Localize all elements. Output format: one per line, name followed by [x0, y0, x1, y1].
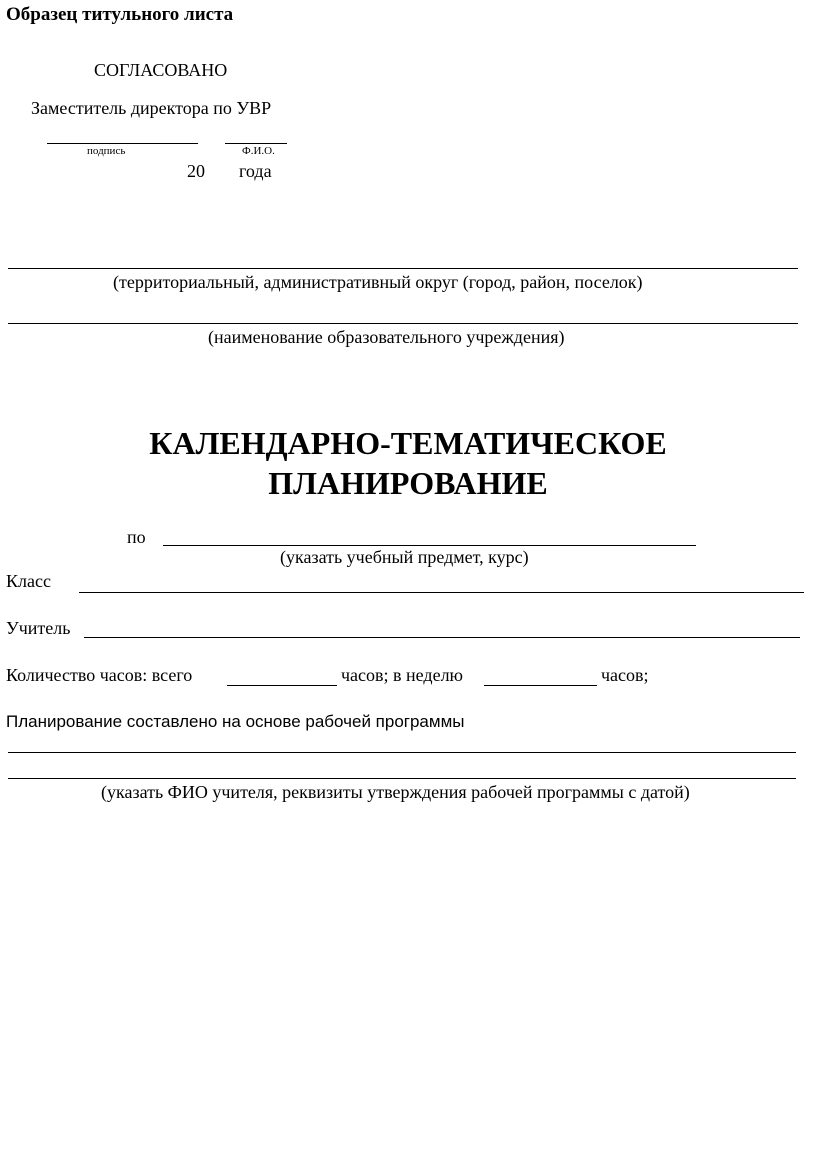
institution-line [8, 323, 798, 324]
class-line [79, 592, 804, 593]
district-line [8, 268, 798, 269]
hours-unit-2: часов; [601, 665, 649, 685]
program-caption: (указать ФИО учителя, реквизиты утверждения рабочей программы с датой) [101, 782, 690, 802]
name-caption: Ф.И.О. [242, 145, 275, 157]
subject-caption: (указать учебный предмет, курс) [280, 547, 529, 567]
page-title: Образец титульного листа [6, 4, 234, 25]
hours-unit-1: часов; в неделю [341, 665, 463, 685]
subject-prefix: по [127, 527, 146, 547]
approval-position: Заместитель директора по УВР [31, 98, 272, 118]
year-suffix: года [239, 161, 272, 181]
hours-label: Количество часов: всего [6, 665, 193, 685]
teacher-line [84, 637, 800, 638]
program-basis: Планирование составлено на основе рабочей программы [6, 712, 465, 731]
signature-line [47, 143, 198, 144]
signature-caption: подпись [87, 145, 126, 157]
name-line [225, 143, 287, 144]
hours-total-line [227, 685, 337, 686]
teacher-label: Учитель [6, 618, 71, 638]
heading-line-1: КАЛЕНДАРНО-ТЕМАТИЧЕСКОЕ [149, 425, 667, 461]
hours-week-line [484, 685, 597, 686]
district-caption: (территориальный, административный округ (город, район, поселок) [113, 272, 643, 292]
approval-agreed: СОГЛАСОВАНО [94, 60, 228, 80]
program-line-2 [8, 778, 796, 779]
heading-line-2: ПЛАНИРОВАНИЕ [268, 465, 548, 501]
institution-caption: (наименование образовательного учреждения) [208, 327, 565, 347]
year-prefix: 20 [187, 161, 205, 181]
class-label: Класс [6, 571, 51, 591]
subject-line [163, 545, 696, 546]
program-line-1 [8, 752, 796, 753]
